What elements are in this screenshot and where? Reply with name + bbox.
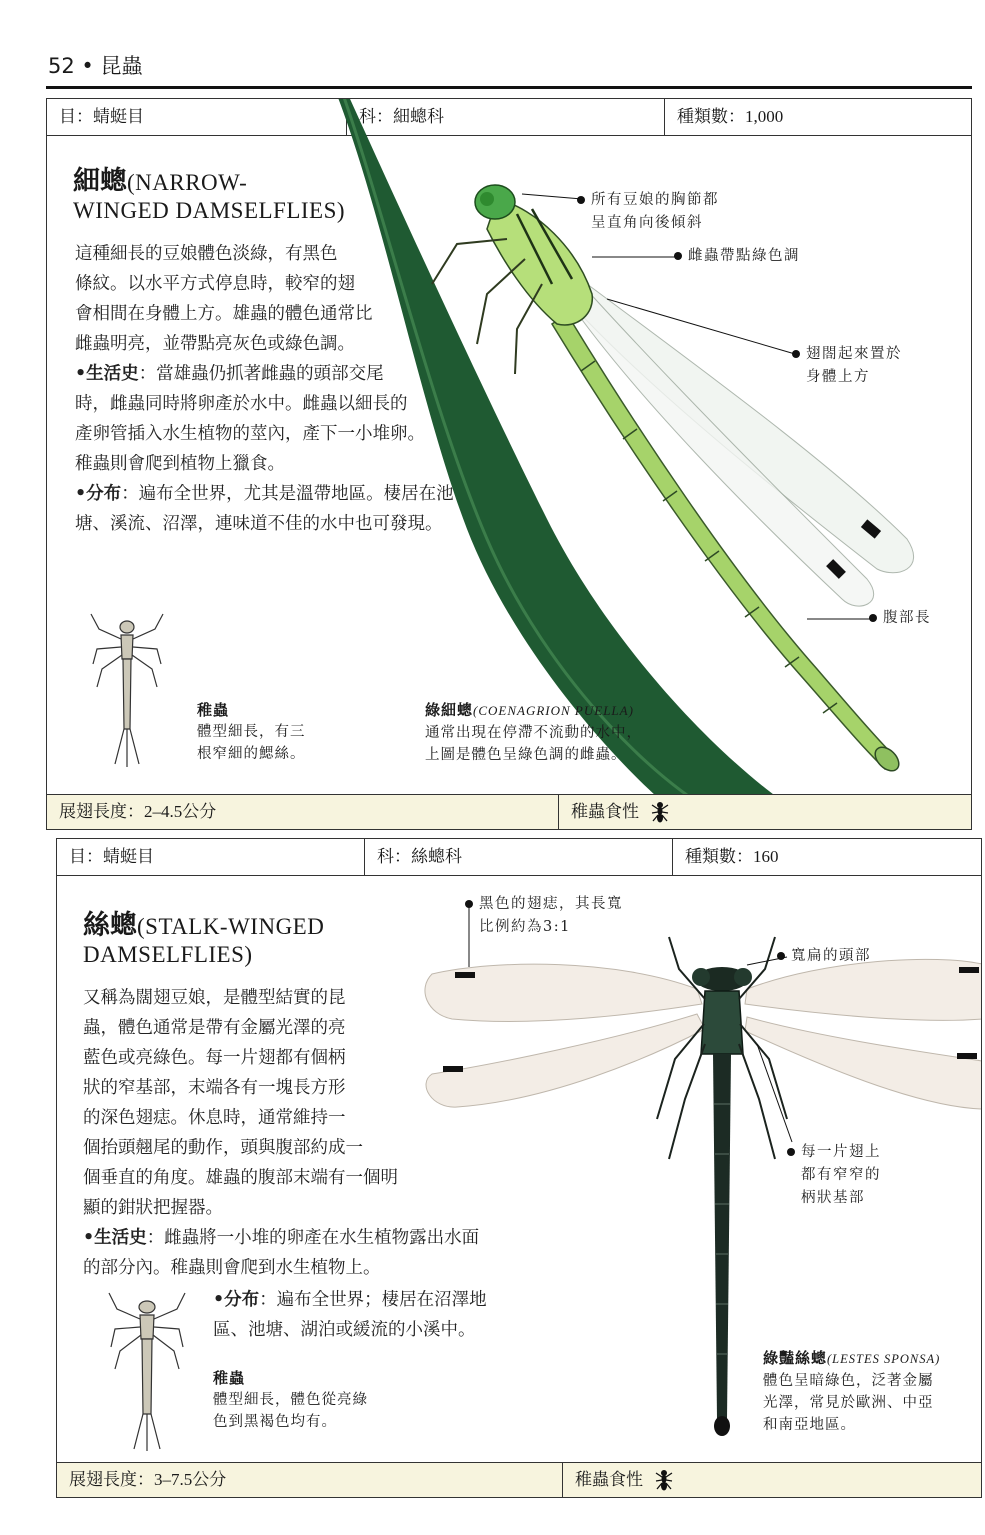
title-cjk-2: 絲蟌 — [83, 910, 137, 941]
species-count-cell: 種類數：1,000 — [677, 107, 784, 126]
nymph-diet-2: 稚蟲食性 — [563, 1463, 981, 1497]
page-header: 52 • 昆蟲 — [48, 54, 143, 78]
wingspan-1: 展翅長度：2–4.5公分 — [47, 795, 559, 829]
callout-wings: 翅閤起來置於 身體上方 — [792, 343, 902, 389]
title-latin-1b: WINGED DAMSELFLIES) — [73, 198, 346, 223]
body-line: 的深色翅痣。休息時，通常維持一 — [83, 1108, 346, 1128]
thorax-2 — [701, 991, 743, 1054]
callout-head: 寬扁的頭部 — [777, 945, 871, 968]
body-line: 會相間在身體上方。雄蟲的體色通常比 — [75, 304, 373, 324]
body-line: 區、池塘、湖泊或緩流的小溪中。 — [213, 1320, 476, 1340]
body-line: 的部分內。稚蟲則會爬到水生植物上。 — [83, 1258, 381, 1278]
callout-thorax: 所有豆娘的胸節都 呈直角向後傾斜 — [577, 189, 719, 235]
nymph-diet-1: 稚蟲食性 — [559, 795, 971, 829]
body-line: 塘、溪流、沼澤，連味道不佳的水中也可發現。 — [75, 514, 443, 534]
species-title-2 — [83, 903, 413, 968]
wingspan-2: 展翅長度：3–7.5公分 — [57, 1463, 563, 1497]
wing-fore-right — [745, 959, 981, 1020]
body-line: 顯的鉗狀把握器。 — [83, 1198, 223, 1218]
body-line: 稚蟲則會爬到植物上獵食。 — [75, 454, 285, 474]
header-rule — [46, 86, 972, 89]
body-line: 蟲，體色通常是帶有金屬光澤的亮 — [83, 1018, 346, 1038]
body-line: 狀的窄基部，末端各有一塊長方形 — [83, 1078, 346, 1098]
predator-icon — [650, 801, 670, 823]
title-cjk-1: 細蟌 — [73, 166, 127, 197]
body-line: 雌蟲明亮，並帶點亮灰色或綠色調。 — [75, 334, 355, 354]
body-line: ：遍布全世界，尤其是溫帶地區。棲居在池 — [121, 484, 454, 504]
predator-icon — [654, 1469, 674, 1491]
nymph-caption-2: 稚蟲 體型細長，體色從亮綠 色到黑褐色均有。 — [213, 1369, 368, 1430]
family-cell: 科：細蟌科 — [347, 99, 665, 135]
body-line: 個抬頭翹尾的動作，頭與腹部約成一 — [83, 1138, 363, 1158]
callout-pterostigma: 黑色的翅痣，其長寬 比例約為3:1 — [465, 893, 623, 939]
body-line: 藍色或亮綠色。每一片翅都有個柄 — [83, 1048, 346, 1068]
nymph-illustration-2 — [109, 1293, 185, 1451]
body-line: 產卵管插入水生植物的莖內，產下一小堆卵。 — [75, 424, 425, 444]
abdomen-2 — [713, 1054, 731, 1419]
species-caption-2: 綠豔絲蟌(LESTES SPONSA) 體色呈暗綠色，泛著金屬 光澤，常見於歐洲、中亞 和南亞地區。 — [763, 1349, 941, 1433]
callout-stalk: 每一片翅上 都有窄窄的 柄狀基部 — [787, 1141, 881, 1210]
title-latin-2a: (STALK-WINGED — [137, 914, 325, 939]
body-line: 個垂直的角度。雄蟲的腹部末端有一個明 — [83, 1168, 398, 1188]
card-stalk-winged — [56, 838, 982, 1498]
footer-row-1 — [47, 794, 971, 829]
body-line: ：遍布全世界；棲居在沼澤地 — [259, 1290, 487, 1310]
description-1 — [75, 239, 535, 539]
species-count-cell: 種類數：160 — [685, 847, 779, 866]
species-title-1 — [73, 159, 503, 224]
callout-abdomen: 腹部長 — [869, 607, 931, 630]
life-history-label: •生活史 — [75, 364, 139, 384]
footer-row-2 — [57, 1462, 981, 1497]
body-line: ：當雄蟲仍抓著雌蟲的頭部交尾 — [138, 364, 384, 384]
nymph-illustration-1 — [91, 614, 163, 767]
title-latin-2b: DAMSELFLIES) — [83, 942, 253, 967]
distribution-2 — [213, 1285, 553, 1345]
callout-female: 雌蟲帶點綠色調 — [674, 245, 800, 268]
species-caption-1: 綠細蟌(COENAGRION PUELLA) 通常出現在停滯不流動的水中， 上圖是體色呈綠色調的雌蟲。 — [425, 701, 642, 763]
order-cell: 目：蜻蜓目 — [47, 99, 347, 135]
distribution-label: •分布 — [75, 484, 122, 504]
body-line: 條紋。以水平方式停息時，較窄的翅 — [75, 274, 355, 294]
body-line: 又稱為闊翅豆娘，是體型結實的昆 — [83, 988, 346, 1008]
distribution-label: •分布 — [213, 1290, 260, 1310]
description-2 — [83, 983, 573, 1283]
body-line: ：雌蟲將一小堆的卵產在水生植物露出水面 — [146, 1228, 480, 1248]
body-line: 時，雌蟲同時將卵產於水中。雌蟲以細長的 — [75, 394, 408, 414]
life-history-label: •生活史 — [83, 1228, 147, 1248]
card-narrow-winged — [46, 98, 972, 830]
nymph-caption-1: 稚蟲 體型細長，有三 根窄細的鰓絲。 — [197, 701, 306, 762]
body-line: 這種細長的豆娘體色淡綠，有黑色 — [75, 244, 338, 264]
order-cell: 目：蜻蜓目 — [57, 839, 365, 875]
title-latin-1a: (NARROW- — [127, 170, 248, 195]
family-cell: 科：絲蟌科 — [365, 839, 673, 875]
